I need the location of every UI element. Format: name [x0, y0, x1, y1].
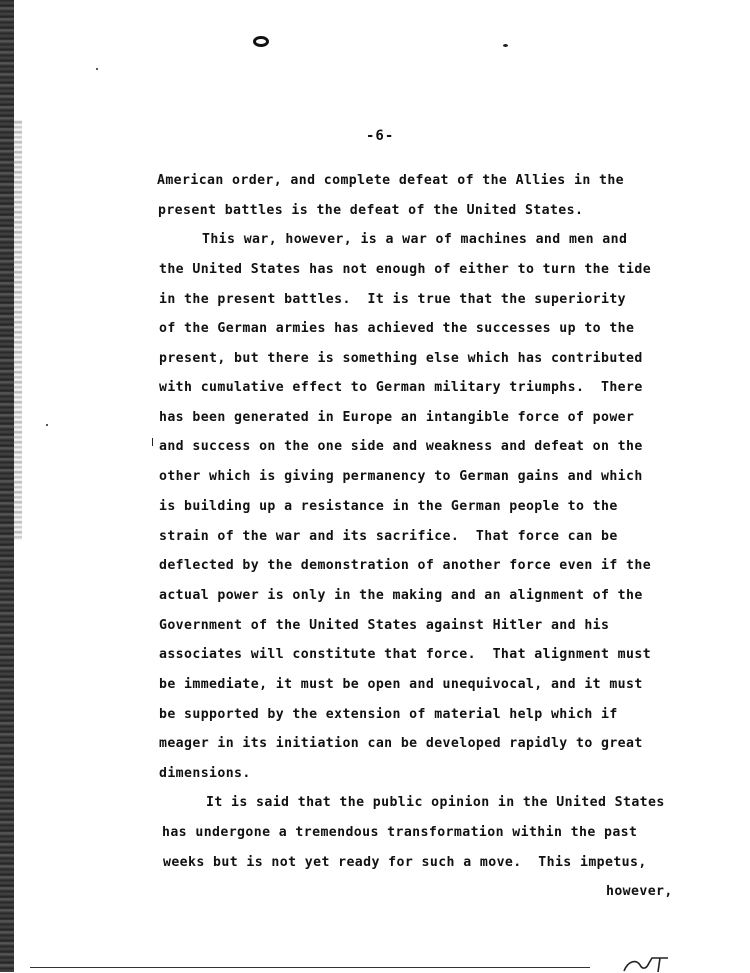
text-line: is building up a resistance in the German people to the — [159, 499, 618, 514]
page-number: -6- — [366, 128, 395, 144]
ink-speck — [96, 68, 98, 70]
text-line: in the present battles. It is true that the superiority — [159, 292, 627, 307]
text-line: the United States has not enough of either to turn the tide — [159, 262, 652, 277]
text-line: deflected by the demonstration of another force even if the — [159, 558, 652, 573]
text-line: present battles is the defeat of the United States. — [158, 203, 584, 218]
text-line: This war, however, is a war of machines and men and — [202, 232, 628, 247]
text-line: It is said that the public opinion in the United States — [206, 795, 665, 810]
scan-bottom-rule — [30, 967, 590, 968]
text-line: has undergone a tremendous transformation within the past — [162, 825, 638, 840]
ink-speck — [152, 438, 153, 446]
punch-hole-mark — [253, 36, 269, 47]
text-line: other which is giving permanency to German gains and which — [159, 469, 643, 484]
text-line: strain of the war and its sacrifice. That force can be — [159, 529, 618, 544]
text-line: actual power is only in the making and an alignment of the — [159, 588, 643, 603]
ink-speck — [46, 424, 48, 426]
scan-edge-noise — [14, 120, 22, 540]
text-line: associates will constitute that force. That alignment must — [159, 647, 652, 662]
text-line: has been generated in Europe an intangible force of power — [159, 410, 635, 425]
handwritten-corner-mark — [622, 955, 672, 973]
text-line: present, but there is something else which has contributed — [159, 351, 643, 366]
scan-edge-shadow — [0, 0, 14, 972]
text-line: however, — [606, 884, 673, 899]
text-line: and success on the one side and weakness and defeat on the — [159, 439, 643, 454]
text-line: weeks but is not yet ready for such a move. This impetus, — [163, 855, 647, 870]
text-line: be supported by the extension of material help which if — [159, 707, 618, 722]
text-line: with cumulative effect to German military triumphs. There — [159, 380, 643, 395]
ink-speck — [503, 44, 508, 47]
text-line: meager in its initiation can be developed rapidly to great — [159, 736, 643, 751]
text-line: of the German armies has achieved the successes up to the — [159, 321, 635, 336]
text-line: Government of the United States against Hitler and his — [159, 618, 610, 633]
text-line: American order, and complete defeat of the Allies in the — [157, 173, 625, 188]
text-line: dimensions. — [159, 766, 251, 781]
text-line: be immediate, it must be open and unequivocal, and it must — [159, 677, 643, 692]
